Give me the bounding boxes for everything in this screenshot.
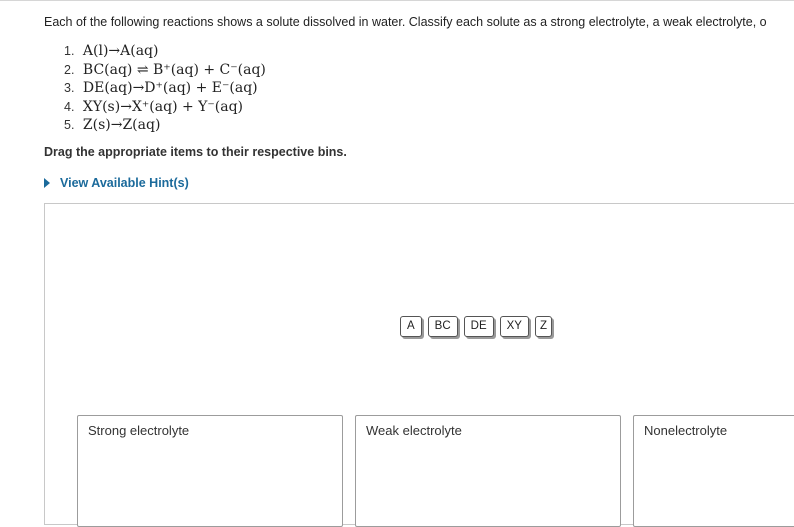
bin-weak-electrolyte[interactable] xyxy=(355,415,621,527)
bin-nonelectrolyte[interactable] xyxy=(633,415,794,527)
instruction-text: Drag the appropriate items to their respective bins. xyxy=(44,145,347,159)
reaction-item xyxy=(64,79,266,98)
reaction-equation: BC(aq) ⇌ B⁺(aq) + C⁻(aq) xyxy=(82,61,266,78)
reaction-equation: XY(s)→X⁺(aq) + Y⁻(aq) xyxy=(82,98,244,115)
reaction-number: 2. xyxy=(64,62,75,77)
question-text: Each of the following reactions shows a solute dissolved in water. Classify each solute as a strong electrolyte, a weak electrolyte, o xyxy=(44,15,767,29)
reaction-number: 4. xyxy=(64,99,75,114)
reaction-item xyxy=(64,116,266,135)
reaction-item xyxy=(64,98,266,117)
reaction-equation: Z(s)→Z(aq) xyxy=(82,117,161,133)
hint-link-label: View Available Hint(s) xyxy=(60,176,189,190)
reaction-list xyxy=(64,42,266,135)
bin-label: Weak electrolyte xyxy=(366,423,462,438)
reaction-number: 5. xyxy=(64,118,75,132)
reaction-item xyxy=(64,61,266,80)
reaction-number: 3. xyxy=(64,81,75,95)
drag-item-xy[interactable]: XY xyxy=(500,316,529,337)
bin-label: Nonelectrolyte xyxy=(644,423,728,438)
item-pool xyxy=(400,316,552,337)
reaction-equation: DE(aq)→D⁺(aq) + E⁻(aq) xyxy=(82,80,258,96)
drag-item-bc[interactable]: BC xyxy=(428,316,458,337)
bin-label: Strong electrolyte xyxy=(88,423,190,438)
reaction-equation: A(l)→A(aq) xyxy=(82,43,159,59)
bin-strong-electrolyte[interactable] xyxy=(77,415,343,527)
hint-link[interactable] xyxy=(44,176,189,190)
reaction-number: 1. xyxy=(64,44,75,58)
caret-right-icon xyxy=(44,178,50,188)
drag-item-a[interactable]: A xyxy=(400,316,422,337)
reaction-item xyxy=(64,42,266,61)
drag-item-z[interactable]: Z xyxy=(535,316,552,337)
drag-item-de[interactable]: DE xyxy=(464,316,494,337)
top-divider xyxy=(0,0,794,1)
